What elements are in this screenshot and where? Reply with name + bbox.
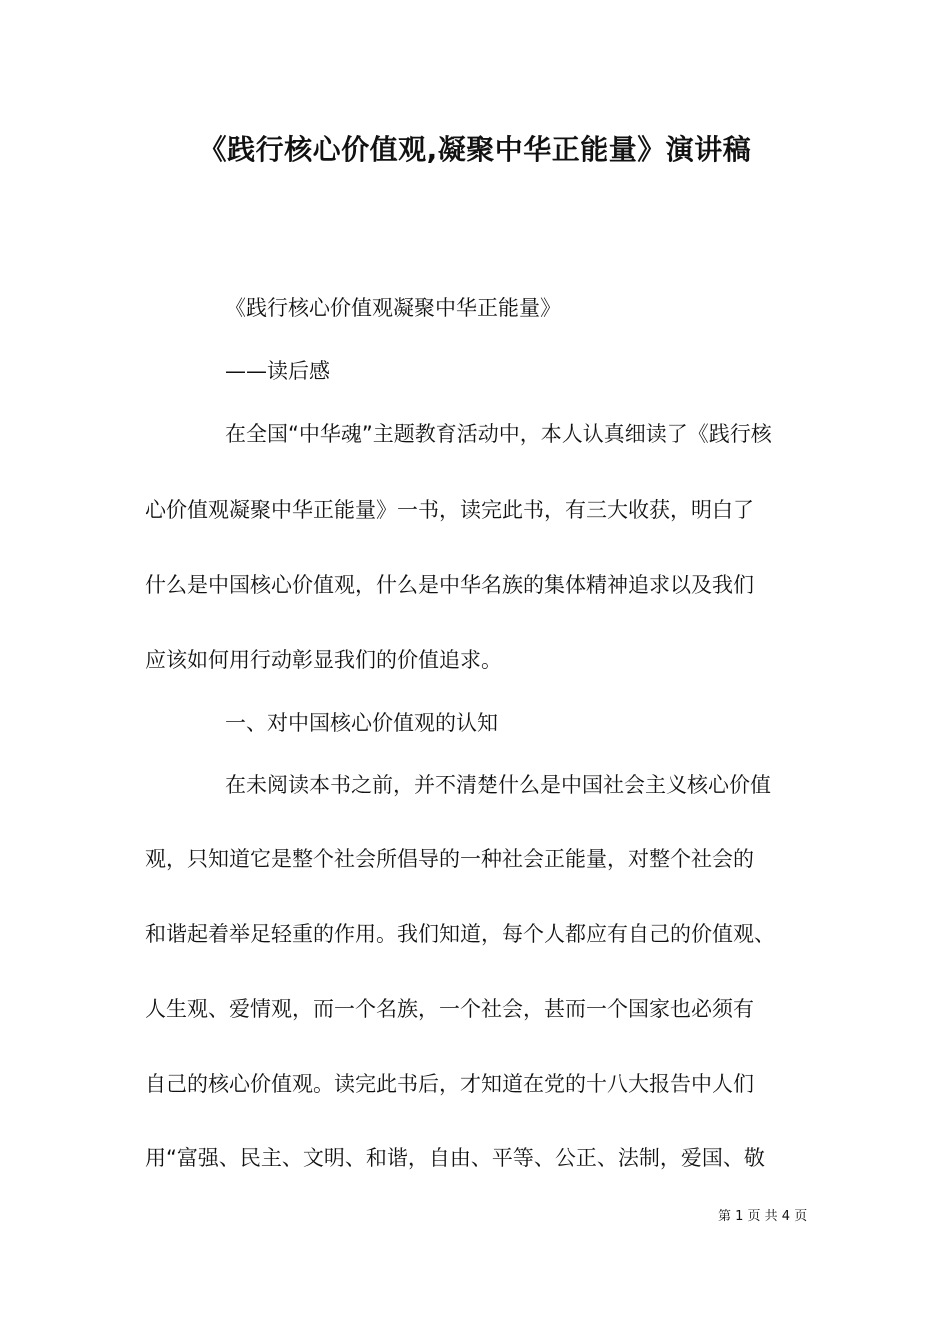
paragraph-line: 应该如何用行动彰显我们的价值追求。 xyxy=(145,648,502,672)
paragraph-line: 在未阅读本书之前，并不清楚什么是中国社会主义核心价值 xyxy=(225,773,771,797)
paragraph-line: 心价值观凝聚中华正能量》一书，读完此书，有三大收获，明白了 xyxy=(145,498,754,522)
section-heading: 一、对中国核心价值观的认知 xyxy=(225,711,498,735)
paragraph-line: 在全国“中华魂”主题教育活动中，本人认真细读了《践行核 xyxy=(225,422,772,446)
book-title-line: 《践行核心价值观凝聚中华正能量》 xyxy=(225,296,561,320)
paragraph-line: 观，只知道它是整个社会所倡导的一种社会正能量，对整个社会的 xyxy=(145,847,754,871)
paragraph-line: 人生观、爱情观，而一个名族，一个社会，甚而一个国家也必须有 xyxy=(145,997,754,1021)
paragraph-line: 自己的核心价值观。读完此书后，才知道在党的十八大报告中人们 xyxy=(145,1072,754,1096)
document-title: 《践行核心价值观,凝聚中华正能量》演讲稿 xyxy=(198,133,752,166)
subtitle-line: ——读后感 xyxy=(225,359,330,383)
page-number: 第 1 页 共 4 页 xyxy=(718,1209,808,1224)
paragraph-line: 什么是中国核心价值观，什么是中华名族的集体精神追求以及我们 xyxy=(145,573,754,597)
paragraph-line: 用“富强、民主、文明、和谐，自由、平等、公正、法制，爱国、敬 xyxy=(145,1146,765,1170)
paragraph-line: 和谐起着举足轻重的作用。我们知道，每个人都应有自己的价值观、 xyxy=(145,922,775,946)
